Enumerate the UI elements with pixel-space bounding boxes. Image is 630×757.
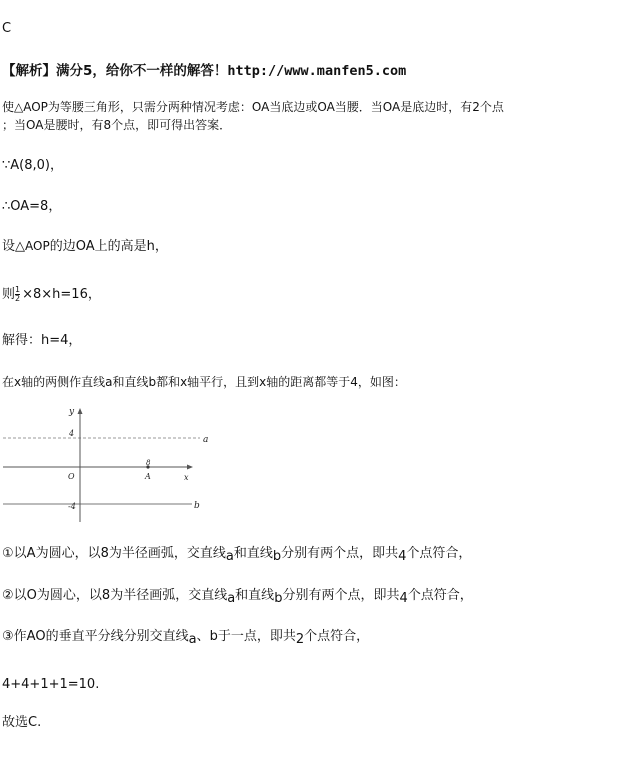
case-1-part-0: ①以 [2, 546, 27, 561]
step-area-equation [2, 286, 101, 303]
fraction-denominator: 2 [15, 294, 21, 303]
case-1-part-6: 和直线 [233, 546, 273, 561]
height-text-d: OA [75, 239, 95, 254]
step-solve [2, 332, 81, 349]
case-2-part-9: 4 [399, 591, 408, 606]
area-text-a: 则 [2, 287, 16, 302]
source-url: http://www.manfen5.com [227, 63, 407, 79]
case-3-part-6: 于一点，即共 [217, 629, 296, 644]
fraction-numerator: 1 [15, 285, 21, 294]
area-text-b: ×8×h=16， [22, 287, 101, 302]
step-oa-length: ∴OA=8， [2, 199, 62, 214]
step-a-coordinate: ∵A(8,0)， [2, 158, 63, 173]
case-2-part-6: 和直线 [235, 588, 275, 603]
case-2-part-7: b [274, 591, 283, 606]
case-3-part-2: 的垂直平分线分别交直线 [45, 629, 189, 644]
case-1-part-1: A [26, 546, 36, 561]
case-3-part-5: b [209, 629, 218, 644]
conclusion-text-b: C. [28, 715, 42, 730]
line-a-label: a [203, 435, 209, 445]
case-2-part-5: a [227, 591, 236, 606]
case-1 [2, 545, 471, 562]
intro-line-1: 使△AOP为等腰三角形，只需分两种情况考虑：OA当底边或OA当腰．当OA是底边时，有2个点 [2, 100, 504, 114]
y-axis-label: y [69, 407, 75, 417]
case-3-part-4: 、 [196, 629, 210, 644]
case-3-part-3: a [188, 632, 197, 647]
case-1-part-5: a [225, 549, 234, 564]
point-a-top-label: 8 [146, 459, 151, 467]
height-text-a: 设△ [2, 239, 25, 254]
case-1-part-8: 分别有两个点，即共 [281, 546, 399, 561]
case-2-part-8: 分别有两个点，即共 [282, 588, 400, 603]
x-axis-label: x [184, 473, 189, 482]
case-3-part-8: 个点符合， [304, 629, 370, 644]
intro-line-2: ；当OA是腰时，有8个点，即可得出答案． [2, 118, 232, 132]
origin-label: O [68, 472, 75, 481]
height-text-f: h， [146, 239, 168, 254]
x-axis-arrow-icon [187, 465, 193, 470]
tick-label-positive: 4 [69, 429, 75, 438]
case-2-part-2: 为圆心，以 [36, 588, 102, 603]
case-3-part-1: AO [26, 629, 46, 644]
analysis-header [2, 63, 406, 80]
height-text-b: AOP [25, 239, 50, 253]
case-1-part-9: 4 [398, 549, 407, 564]
total-sum: 4+4+1+1=10. [2, 677, 100, 692]
promo-text: 满分5，给你不一样的解答！ [56, 63, 228, 79]
case-2-part-10: 个点符合， [407, 588, 473, 603]
solve-text-b: h=4， [41, 333, 82, 348]
case-2-part-0: ②以 [2, 588, 27, 603]
point-a-label: A [145, 472, 151, 481]
case-2 [2, 587, 473, 604]
area-fraction [15, 286, 20, 303]
case-1-part-2: 为圆心，以 [35, 546, 101, 561]
conclusion [2, 714, 41, 731]
tick-label-negative: -4 [68, 502, 76, 511]
case-1-part-10: 个点符合， [406, 546, 472, 561]
case-2-part-3: 8 [101, 588, 111, 603]
case-1-part-4: 为半径画弧，交直线 [108, 546, 226, 561]
case-3-part-0: ③作 [2, 629, 27, 644]
y-axis-arrow-icon [78, 408, 83, 414]
case-2-part-1: O [26, 588, 37, 603]
case-3-part-7: 2 [295, 632, 305, 647]
conclusion-text-a: 故选 [2, 715, 29, 730]
step-lines-description: 在x轴的两侧作直线a和直线b都和x轴平行，且到x轴的距离都等于4，如图： [2, 375, 406, 389]
step-height [2, 238, 168, 255]
analysis-bracket-title: 【解析】 [2, 63, 56, 79]
height-text-e: 上的高是 [94, 239, 147, 254]
case-1-part-7: b [272, 549, 282, 564]
solve-text-a: 解得： [2, 333, 42, 348]
coordinate-figure [0, 400, 215, 525]
answer-letter: C [2, 21, 12, 36]
height-text-c: 的边 [49, 239, 76, 254]
case-3 [2, 628, 369, 645]
line-b-label: b [194, 501, 200, 511]
case-2-part-4: 为半径画弧，交直线 [110, 588, 228, 603]
case-1-part-3: 8 [100, 546, 109, 561]
